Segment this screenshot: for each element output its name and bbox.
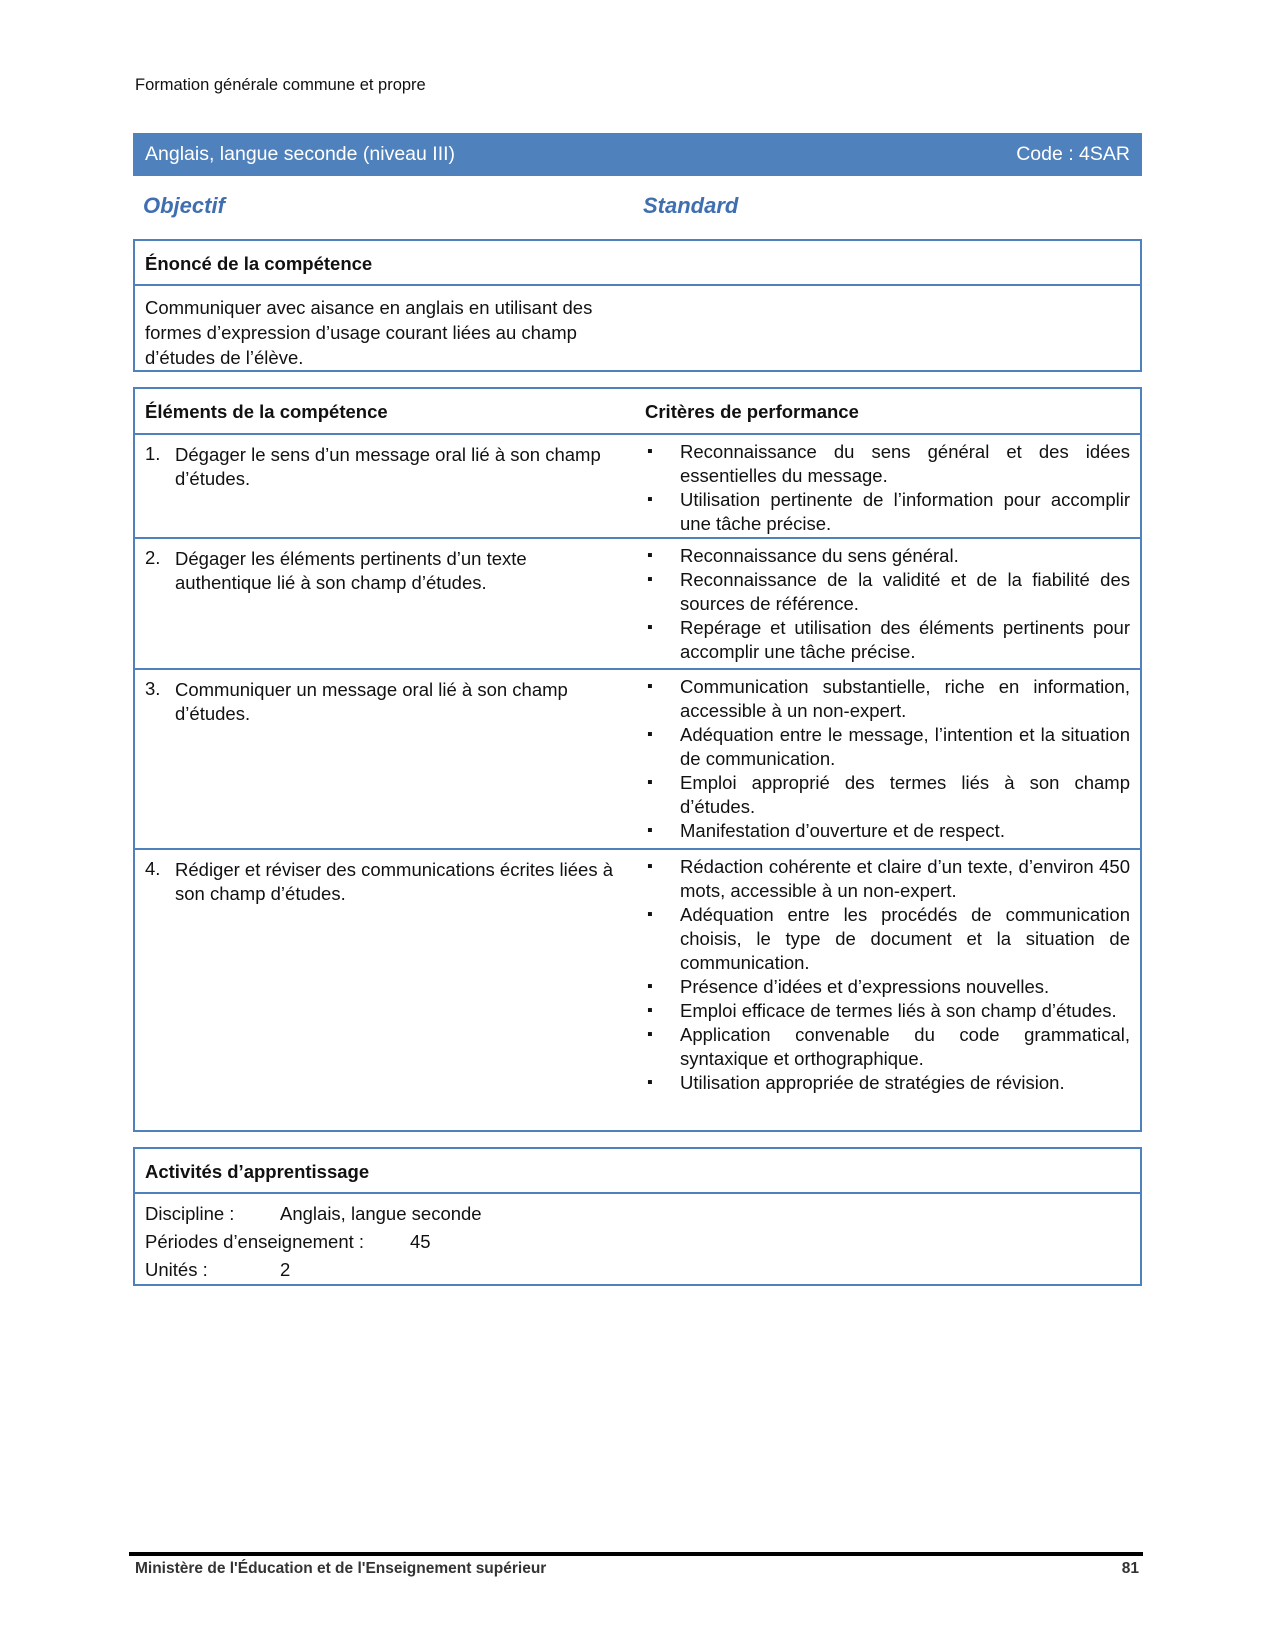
periodes-label: Périodes d’enseignement : (145, 1231, 365, 1252)
bullet-icon: ▪ (647, 491, 653, 508)
bullet-icon: ▪ (647, 619, 653, 636)
bullet-icon: ▪ (647, 547, 653, 564)
element-number: 3. (145, 678, 161, 699)
bullet-icon: ▪ (647, 443, 653, 460)
elements-table (133, 387, 1142, 1132)
table-row (135, 435, 1140, 539)
discipline-label: Discipline : (145, 1203, 235, 1224)
criteria-item: ▪ Application convenable du code grammatical, syntaxique et orthographique. (647, 1024, 1130, 1069)
element-text: Rédiger et réviser des communications écrites liées à son champ d’études. (175, 859, 614, 904)
criteria-list (645, 440, 1130, 536)
elements-column-heading: Éléments de la compétence (145, 401, 388, 422)
course-title-bar (133, 133, 1142, 176)
criteria-item: ▪ Reconnaissance du sens général. (647, 545, 959, 566)
criteria-list (645, 855, 1130, 1095)
bullet-icon: ▪ (647, 822, 653, 839)
element-text: Dégager le sens d’un message oral lié à son champ d’études. (175, 444, 601, 489)
activites-box (133, 1147, 1142, 1286)
course-code: Code : 4SAR (1016, 143, 1130, 165)
criteria-item: ▪ Manifestation d’ouverture et de respect. (647, 820, 1005, 841)
criteria-item: ▪ Utilisation pertinente de l’information pour accomplir une tâche précise. (647, 489, 1130, 534)
enonce-heading: Énoncé de la compétence (145, 253, 373, 274)
periodes-line (145, 1231, 431, 1253)
bullet-icon: ▪ (647, 726, 653, 743)
course-title: Anglais, langue seconde (niveau III) (145, 143, 456, 165)
unites-value: 2 (280, 1259, 291, 1280)
criteria-item: ▪ Adéquation entre les procédés de communication choisis, le type de document et la situation de communication. (647, 904, 1130, 973)
criteria-item: ▪ Reconnaissance du sens général et des idées essentielles du message. (647, 441, 1130, 486)
table-row (135, 850, 1140, 1130)
bullet-icon: ▪ (647, 1002, 653, 1019)
criteria-item: ▪ Adéquation entre le message, l’intention et la situation de communication. (647, 724, 1130, 769)
criteria-item: ▪ Emploi approprié des termes liés à son champ d’études. (647, 772, 1130, 817)
bullet-icon: ▪ (647, 978, 653, 995)
objectif-heading: Objectif (143, 193, 225, 218)
criteria-item: ▪ Communication substantielle, riche en information, accessible à un non-expert. (647, 676, 1130, 721)
enonce-box (133, 239, 1142, 372)
discipline-line (145, 1203, 482, 1225)
criteria-item: ▪ Reconnaissance de la validité et de la fiabilité des sources de référence. (647, 569, 1130, 614)
elements-table-header (135, 389, 1140, 435)
table-row (135, 539, 1140, 670)
enonce-divider (135, 284, 1140, 286)
bullet-icon: ▪ (647, 906, 653, 923)
bullet-icon: ▪ (647, 678, 653, 695)
element-number: 1. (145, 443, 161, 464)
element-number: 2. (145, 547, 161, 568)
criteres-column-heading: Critères de performance (645, 401, 859, 422)
element-text: Dégager les éléments pertinents d’un texte authentique lié à son champ d’études. (175, 548, 527, 593)
criteria-item: ▪ Utilisation appropriée de stratégies de révision. (647, 1072, 1065, 1093)
criteria-item: ▪ Rédaction cohérente et claire d’un texte, d’environ 450 mots, accessible à un non-expert. (647, 856, 1130, 901)
activites-divider (135, 1192, 1140, 1194)
criteria-item: ▪ Présence d’idées et d’expressions nouvelles. (647, 976, 1050, 997)
unites-label: Unités : (145, 1259, 208, 1280)
activites-heading: Activités d’apprentissage (145, 1161, 370, 1182)
criteria-item: ▪ Repérage et utilisation des éléments pertinents pour accomplir une tâche précise. (647, 617, 1130, 662)
criteria-list (645, 675, 1130, 843)
element-number: 4. (145, 858, 161, 879)
bullet-icon: ▪ (647, 1074, 653, 1091)
bullet-icon: ▪ (647, 571, 653, 588)
unites-line (145, 1259, 290, 1281)
bullet-icon: ▪ (647, 858, 653, 875)
footer-divider (129, 1552, 1143, 1556)
discipline-value: Anglais, langue seconde (280, 1203, 482, 1224)
bullet-icon: ▪ (647, 1026, 653, 1043)
element-text: Communiquer un message oral lié à son champ d’études. (175, 679, 568, 724)
footer-ministry: Ministère de l'Éducation et de l'Enseignement supérieur (135, 1560, 547, 1577)
bullet-icon: ▪ (647, 774, 653, 791)
enonce-text: Communiquer avec aisance en anglais en utilisant des formes d’expression d’usage courant liées au champ d’études de l’élève. (145, 297, 593, 368)
periodes-value: 45 (410, 1231, 431, 1252)
table-row (135, 670, 1140, 850)
criteria-list (645, 544, 1130, 664)
criteria-item: ▪ Emploi efficace de termes liés à son champ d’études. (647, 1000, 1117, 1021)
standard-heading: Standard (643, 193, 739, 218)
running-header: Formation générale commune et propre (135, 76, 426, 94)
page-number: 81 (1121, 1560, 1139, 1577)
